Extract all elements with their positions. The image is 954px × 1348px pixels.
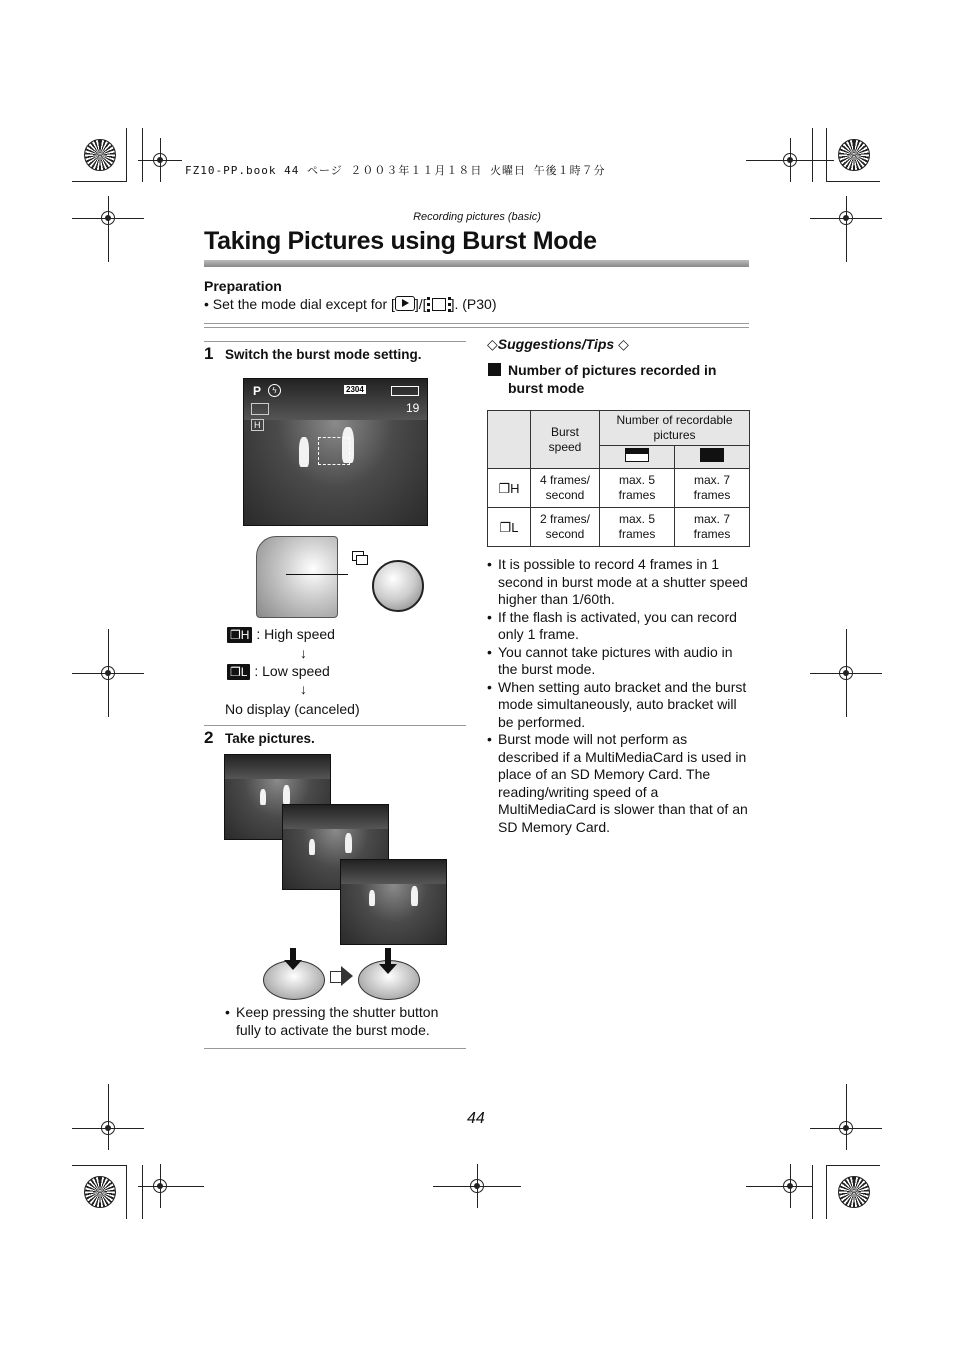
playback-icon (395, 296, 415, 311)
registration-rosette (838, 1176, 870, 1208)
battery-icon (391, 386, 419, 396)
registration-rosette (838, 139, 870, 171)
divider (204, 327, 749, 328)
step2-note: • Keep pressing the shutter button fully to activate the burst mode. (225, 1004, 465, 1039)
divider (204, 1048, 466, 1049)
callout-line (286, 574, 348, 575)
stabilizer-icon (251, 403, 269, 415)
step-divider (204, 341, 466, 342)
page-number: 44 (467, 1110, 485, 1127)
list-item: • It is possible to record 4 frames in 1 second in burst mode at a shutter speed higher than 1/60th. (487, 556, 749, 609)
tips-bullets (487, 556, 749, 836)
page-title: Taking Pictures using Burst Mode (204, 227, 597, 255)
registration-rosette (84, 1176, 116, 1208)
diamond-icon: ◇ (487, 336, 498, 352)
file-header: FZ10-PP.book 44 ページ ２００３年１１月１８日 火曜日 午後１時７分 (185, 164, 606, 177)
burst-frame-image (340, 859, 447, 945)
crop-mark (142, 1165, 143, 1219)
flash-icon: ϟ (268, 384, 281, 397)
table-corner-cell (488, 411, 531, 469)
table-cell-fine: max. 5 frames (600, 469, 675, 508)
table-row (488, 508, 750, 547)
burst-low-icon: ❐L (488, 508, 531, 547)
preparation-heading: Preparation (204, 278, 282, 294)
step2-label: Take pictures. (225, 731, 315, 746)
table-header-burst: Burst speed (531, 411, 600, 469)
burst-capacity-table (487, 410, 750, 547)
lcd-frame-count: 19 (406, 401, 420, 415)
list-item: • When setting auto bracket and the burst mode simultaneously, auto bracket will be performed. (487, 679, 749, 732)
lcd-resolution: 2304 (346, 385, 364, 394)
preparation-text: • Set the mode dial except for [ ]/[ ]. (P30) (204, 296, 497, 312)
crop-mark (126, 1165, 127, 1219)
title-underline (204, 260, 749, 267)
tips-heading: ◇Suggestions/Tips ◇ (487, 336, 629, 352)
table-cell-fine: max. 5 frames (600, 508, 675, 547)
no-display-option: No display (canceled) (225, 701, 360, 717)
list-item: • If the flash is activated, you can record only 1 frame. (487, 609, 749, 644)
step1-label: Switch the burst mode setting. (225, 347, 422, 362)
press-arrow-icon (284, 960, 302, 970)
registration-rosette (84, 139, 116, 171)
table-cell-standard: max. 7 frames (674, 469, 749, 508)
lcd-mode-indicator: P (253, 384, 262, 398)
tips-subheading: Number of pictures recorded in burst mode (508, 362, 717, 396)
crop-mark (126, 128, 127, 182)
burst-button-icon (352, 551, 372, 567)
table-row (488, 469, 750, 508)
crop-mark (72, 181, 126, 182)
arrow-down: ↓ (300, 645, 307, 661)
table-cell-standard: max. 7 frames (674, 508, 749, 547)
burst-low-icon: ❐L (227, 664, 250, 680)
list-item: • Burst mode will not perform as described if a MultiMediaCard is used in place of an SD Memory Card. The reading/writing speed of a MultiMediaCard is slower than that of an SD Memory Card. (487, 731, 749, 836)
lcd-burst-icon: H (251, 419, 264, 431)
table-header-fine (600, 446, 675, 469)
press-arrow-icon (379, 964, 397, 974)
table-cell-speed: 4 frames/ second (531, 469, 600, 508)
quality-standard-icon (700, 448, 724, 462)
diamond-icon: ◇ (618, 336, 629, 352)
crop-mark (826, 181, 880, 182)
step2-number: 2 (204, 728, 214, 747)
section-label: Recording pictures (basic) (413, 211, 541, 223)
crop-mark (826, 1165, 827, 1219)
camera-top-illustration (256, 536, 338, 618)
crop-mark (812, 128, 813, 182)
arrow-down: ↓ (300, 681, 307, 697)
quality-fine-icon (625, 448, 649, 462)
burst-button (372, 560, 424, 612)
table-cell-speed: 2 frames/ second (531, 508, 600, 547)
burst-high-icon: ❐H (488, 469, 531, 508)
burst-high-icon: ❐H (227, 627, 252, 643)
table-header-standard (674, 446, 749, 469)
crop-mark (812, 1165, 813, 1219)
square-bullet-icon (488, 363, 501, 376)
list-item: • You cannot take pictures with audio in the burst mode. (487, 644, 749, 679)
crop-mark (826, 128, 827, 182)
motion-picture-icon (427, 297, 451, 312)
burst-option-high: ❐H : High speed (227, 626, 335, 643)
burst-option-low: ❐L : Low speed (227, 663, 330, 680)
step1-number: 1 (204, 344, 214, 363)
crop-mark (826, 1165, 880, 1166)
lcd-screen-image (243, 378, 428, 526)
table-header-number: Number of recordable pictures (600, 411, 750, 446)
next-arrow-icon (330, 966, 354, 986)
divider (204, 323, 749, 324)
step-divider (204, 725, 466, 726)
crop-mark (72, 1165, 126, 1166)
crop-mark (142, 128, 143, 182)
